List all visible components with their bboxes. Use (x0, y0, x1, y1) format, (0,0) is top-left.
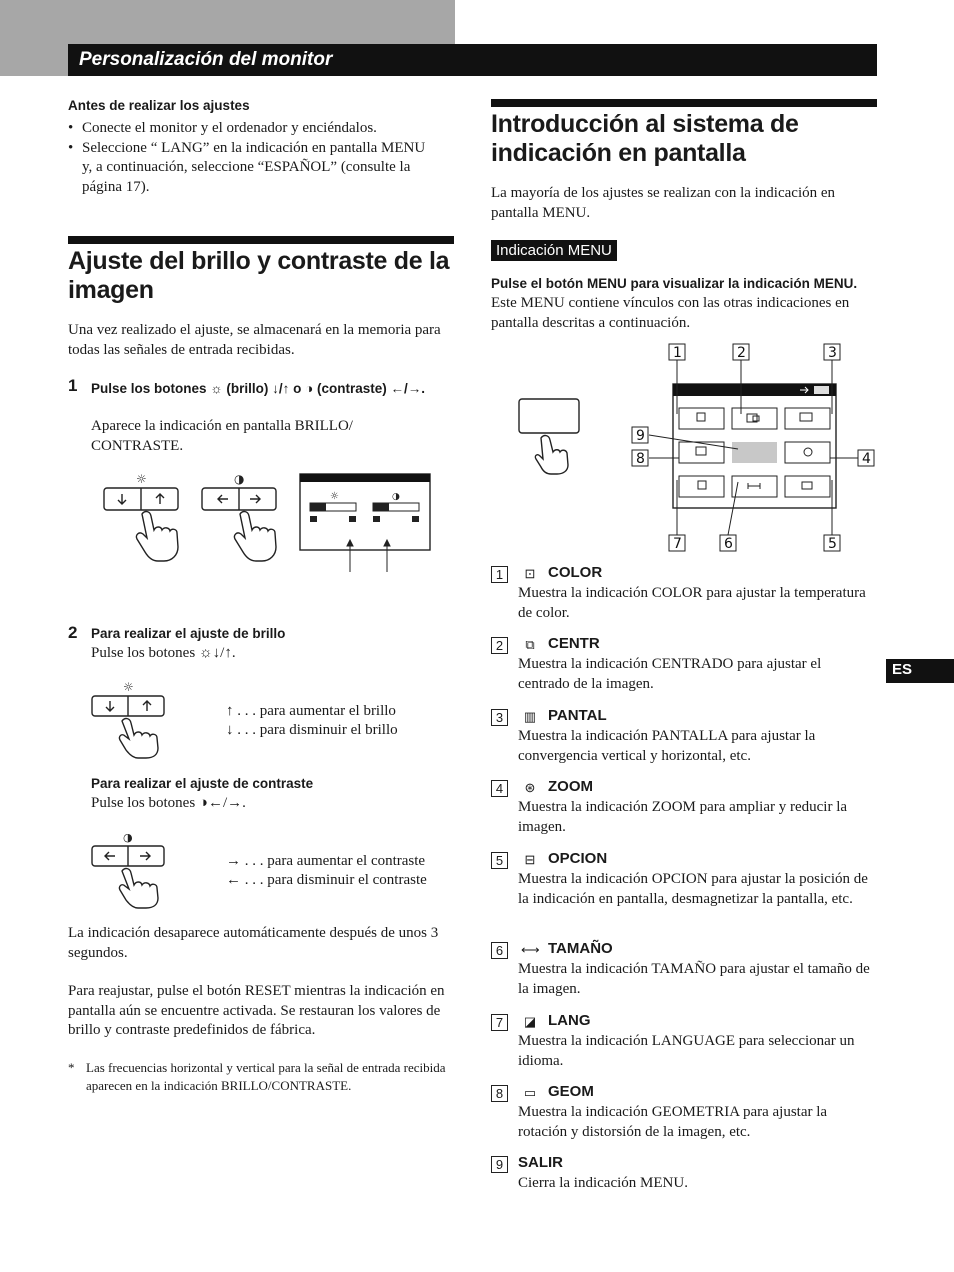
lang-icon: ◪ (523, 1014, 537, 1029)
callout-8: 8 (636, 451, 645, 467)
item-number: 3 (491, 709, 508, 726)
item-number: 4 (491, 780, 508, 797)
item-title: OPCION (548, 850, 608, 867)
contrast-down-text: ← . . . para disminuir el contraste (226, 872, 427, 888)
callout-7: 7 (673, 536, 682, 552)
prep-list (68, 119, 428, 197)
step-1-instruction: Pulse los botones ☼ (brillo) ↓/↑ o ◑ (contraste) ←/→. (91, 381, 426, 396)
menu-press-desc: Este MENU contiene vínculos con las otras indicaciones en pantalla descritas a continuación. (491, 295, 850, 331)
callout-4: 4 (862, 451, 871, 467)
color-icon: ⊡ (524, 566, 536, 581)
reset-text: Para reajustar, pulse el botón RESET mientras la indicación en pantalla aún se encuentre activada. Se restauran los valores de brillo y contraste predefinidos de fábrica. (68, 983, 445, 1038)
menu-item-opcion (491, 850, 877, 930)
contrast-button-figure (88, 827, 188, 909)
item-number: 2 (491, 637, 508, 654)
step-2-number: 2 (68, 623, 78, 642)
svg-text:☼: ☼ (136, 472, 147, 486)
item-desc: Muestra la indicación COLOR para ajustar la temperatura de color. (518, 585, 866, 621)
brightness-contrast-figure (100, 466, 440, 578)
brightness-intro: Una vez realizado el ajuste, se almacenará en la memoria para todas las señales de entrada recibidas. (68, 322, 441, 358)
section-title-brightness: Ajuste del brillo y contraste de la imagen (68, 247, 450, 304)
option-icon: ⊟ (524, 852, 536, 867)
callout-6: 6 (724, 536, 733, 552)
svg-text:◑: ◑ (234, 472, 245, 486)
section-rule-right (491, 99, 877, 107)
callout-2: 2 (737, 345, 746, 361)
menu-diagram (512, 340, 882, 556)
item-desc: Muestra la indicación TAMAÑO para ajustar el tamaño de la imagen. (518, 961, 870, 997)
item-desc: Cierra la indicación MENU. (518, 1175, 688, 1191)
item-title: CENTR (548, 635, 600, 652)
brightness-button-figure (88, 677, 188, 759)
osd-intro: La mayoría de los ajustes se realizan con la indicación en pantalla MENU. (491, 185, 836, 221)
item-title: ZOOM (548, 778, 593, 795)
item-number: 1 (491, 566, 508, 583)
menu-item-geom (491, 1083, 877, 1143)
item-desc: Muestra la indicación OPCION para ajustar la posición de la indicación en pantalla, desmagnetizar la pantalla, etc. (518, 871, 868, 907)
menu-item-centr (491, 635, 877, 695)
item-number: 6 (491, 942, 508, 959)
item-desc: Muestra la indicación ZOOM para ampliar y reducir la imagen. (518, 799, 848, 835)
item-title: TAMAÑO (548, 940, 613, 957)
menu-item-salir (491, 1154, 877, 1198)
prep-bullet-2: • Seleccione “ LANG” en la indicación en pantalla MENU y, a continuación, seleccione “ESPAÑOL” (consulte la página 17). (68, 139, 428, 198)
section-rule (68, 236, 454, 244)
footnote-text: Las frecuencias horizontal y vertical para la señal de entrada recibida aparecen en la indicación BRILLO/CONTRASTE. (86, 1060, 446, 1093)
screen-icon: ▥ (523, 709, 537, 724)
step-1-note: Aparece la indicación en pantalla BRILLO/ CONTRASTE. (91, 418, 353, 454)
item-number: 8 (491, 1085, 508, 1102)
prep-heading: Antes de realizar los ajustes (68, 98, 250, 113)
item-number: 7 (491, 1014, 508, 1031)
callout-9: 9 (636, 428, 645, 444)
geom-icon: ▭ (523, 1085, 537, 1100)
prep-bullet-1: • Conecte el monitor y el ordenador y enciéndalos. (68, 119, 428, 139)
item-title: SALIR (518, 1154, 563, 1171)
footnote-mark: * (68, 1060, 75, 1075)
header-bar (68, 44, 877, 76)
brightness-down-text: ↓ . . . para disminuir el brillo (226, 722, 398, 738)
brightness-adjust-heading: Para realizar el ajuste de brillo (91, 626, 286, 641)
item-title: PANTAL (548, 707, 607, 724)
language-tab: ES (886, 659, 954, 683)
brightness-up-text: ↑ . . . para aumentar el brillo (226, 703, 396, 719)
menu-press-instruction: Pulse el botón MENU para visualizar la indicación MENU. (491, 276, 858, 291)
menu-item-tamano (491, 940, 877, 1000)
item-title: GEOM (548, 1083, 594, 1100)
center-icon: ⧉ (525, 637, 535, 652)
callout-1: 1 (673, 345, 682, 361)
contrast-press-text: Pulse los botones ◑←/→. (91, 795, 246, 811)
item-number: 9 (491, 1156, 508, 1173)
svg-text:☼: ☼ (330, 491, 339, 502)
item-desc: Muestra la indicación LANGUAGE para seleccionar un idioma. (518, 1033, 855, 1069)
brightness-press-text: Pulse los botones ☼↓/↑. (91, 645, 236, 661)
contrast-up-text: → . . . para aumentar el contraste (226, 853, 426, 869)
section-title-osd: Introducción al sistema de indicación en pantalla (491, 110, 799, 167)
item-title: COLOR (548, 564, 603, 581)
menu-item-lang (491, 1012, 877, 1072)
callout-3: 3 (828, 345, 837, 361)
zoom-icon: ⊛ (524, 780, 536, 795)
svg-text:◑: ◑ (392, 492, 400, 502)
item-title: LANG (548, 1012, 591, 1029)
svg-text:◑: ◑ (123, 831, 133, 844)
size-icon: ⟷ (521, 942, 540, 957)
item-desc: Muestra la indicación CENTRADO para ajustar el centrado de la imagen. (518, 656, 822, 692)
menu-item-pantal (491, 707, 877, 767)
auto-close-text: La indicación desaparece automáticamente después de unos 3 segundos. (68, 925, 439, 961)
subheading-menu: Indicación MENU (491, 240, 617, 261)
step-1-number: 1 (68, 376, 78, 395)
item-number: 5 (491, 852, 508, 869)
item-desc: Muestra la indicación PANTALLA para ajustar la convergencia vertical y horizontal, etc. (518, 728, 816, 764)
svg-text:☼: ☼ (123, 680, 134, 694)
page-header-title: Personalización del monitor (79, 49, 333, 70)
item-desc: Muestra la indicación GEOMETRIA para ajustar la rotación y distorsión de la imagen, etc. (518, 1104, 828, 1140)
contrast-adjust-heading: Para realizar el ajuste de contraste (91, 776, 314, 791)
menu-item-zoom (491, 778, 877, 838)
menu-item-color (491, 564, 877, 624)
callout-5: 5 (828, 536, 837, 552)
